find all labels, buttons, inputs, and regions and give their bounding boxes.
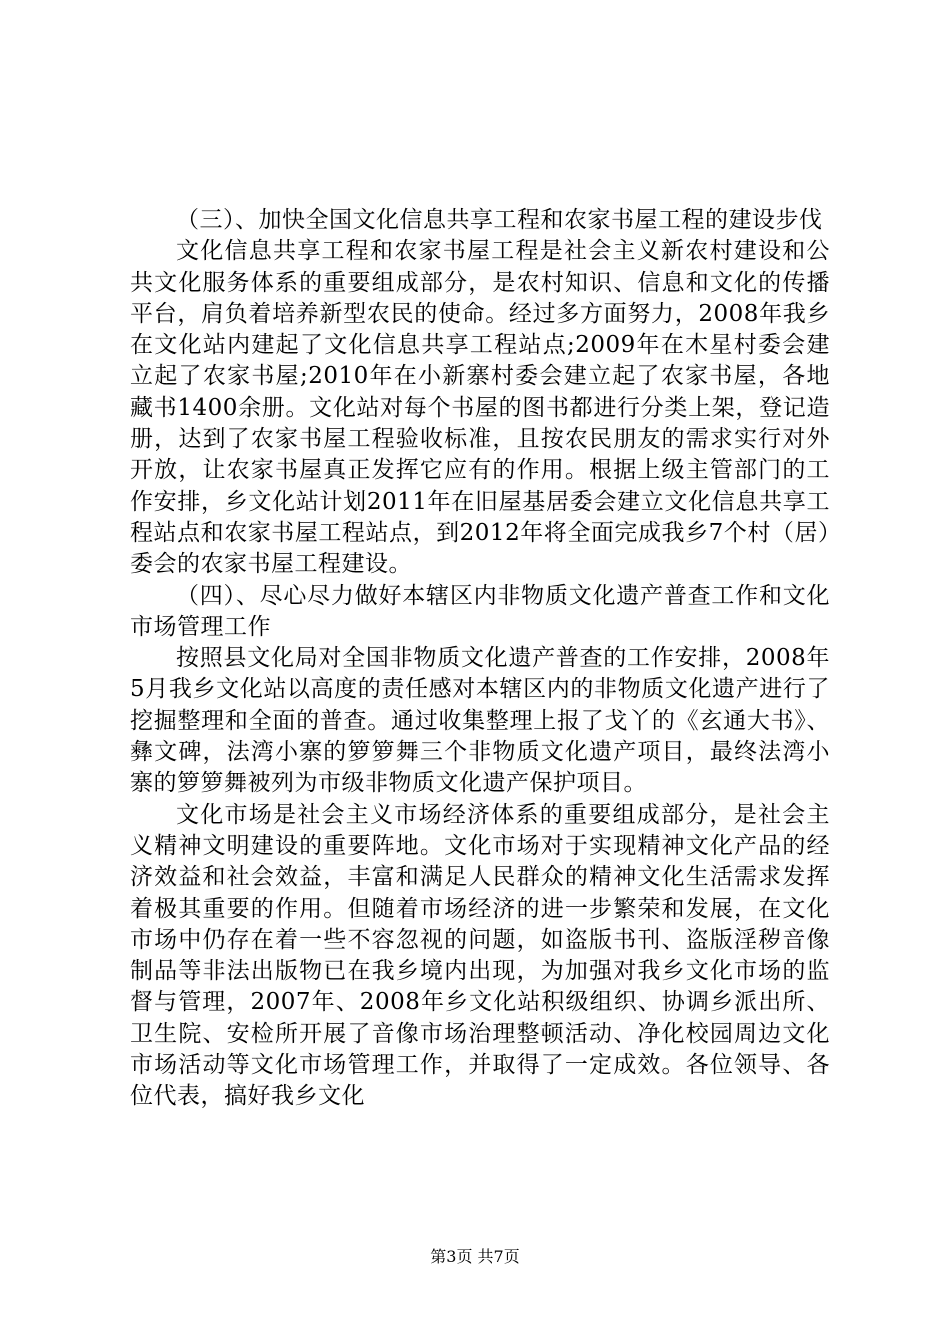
section-heading-four: （四）、尽心尽力做好本辖区内非物质文化遗产普查工作和文化市场管理工作 (130, 582, 830, 640)
document-body (130, 205, 830, 1113)
paragraph-culture-market: 文化市场是社会主义市场经济体系的重要组成部分，是社会主义精神文明建设的重要阵地。文化市场对于实现精神文化产品的经济效益和社会效益，丰富和满足人民群众的精神文化生活需求发挥着极其重要的作用。但随着市场经济的进一步繁荣和发展，在文化市场中仍存在着一些不容忽视的问题，如盗版书刊、盗版淫秽音像制品等非法出版物已在我乡境内出现，为加强对我乡文化市场的监督与管理，2007年、2008年乡文化站积级组织、协调乡派出所、卫生院、安检所开展了音像市场治理整顿活动、净化校园周边文化市场活动等文化市场管理工作，并取得了一定成效。各位领导、各位代表，搞好我乡文化 (130, 801, 830, 1110)
paragraph-heritage-survey: 按照县文化局对全国非物质文化遗产普查的工作安排，2008年5月我乡文化站以高度的责任感对本辖区内的非物质文化遗产进行了挖掘整理和全面的普查。通过收集整理上报了戈丫的《玄通大书》、彝文碑，法湾小寨的箩箩舞三个非物质文化遗产项目，最终法湾小寨的箩箩舞被列为市级非物质文化遗产保护项目。 (130, 645, 830, 797)
section-heading-three: （三）、加快全国文化信息共享工程和农家书屋工程的建设步伐 (176, 207, 823, 233)
page-number-footer: 第3页 共7页 (430, 1247, 520, 1266)
paragraph-culture-sharing: 文化信息共享工程和农家书屋工程是社会主义新农村建设和公共文化服务体系的重要组成部分，是农村知识、信息和文化的传播平台，肩负着培养新型农民的使命。经过多方面努力，2008年我乡在文化站内建起了文化信息共享工程站点;2009年在木星村委会建立起了农家书屋;2010年在小新寨村委会建立起了农家书屋，各地藏书1400余册。文化站对每个书屋的图书都进行分类上架，登记造册，达到了农家书屋工程验收标准，且按农民朋友的需求实行对外开放，让农家书屋真正发挥它应有的作用。根据上级主管部门的工作安排，乡文化站计划2011年在旧屋基居委会建立文化信息共享工程站点和农家书屋工程站点，到2012年将全面完成我乡7个村（居）委会的农家书屋工程建设。 (130, 238, 830, 578)
